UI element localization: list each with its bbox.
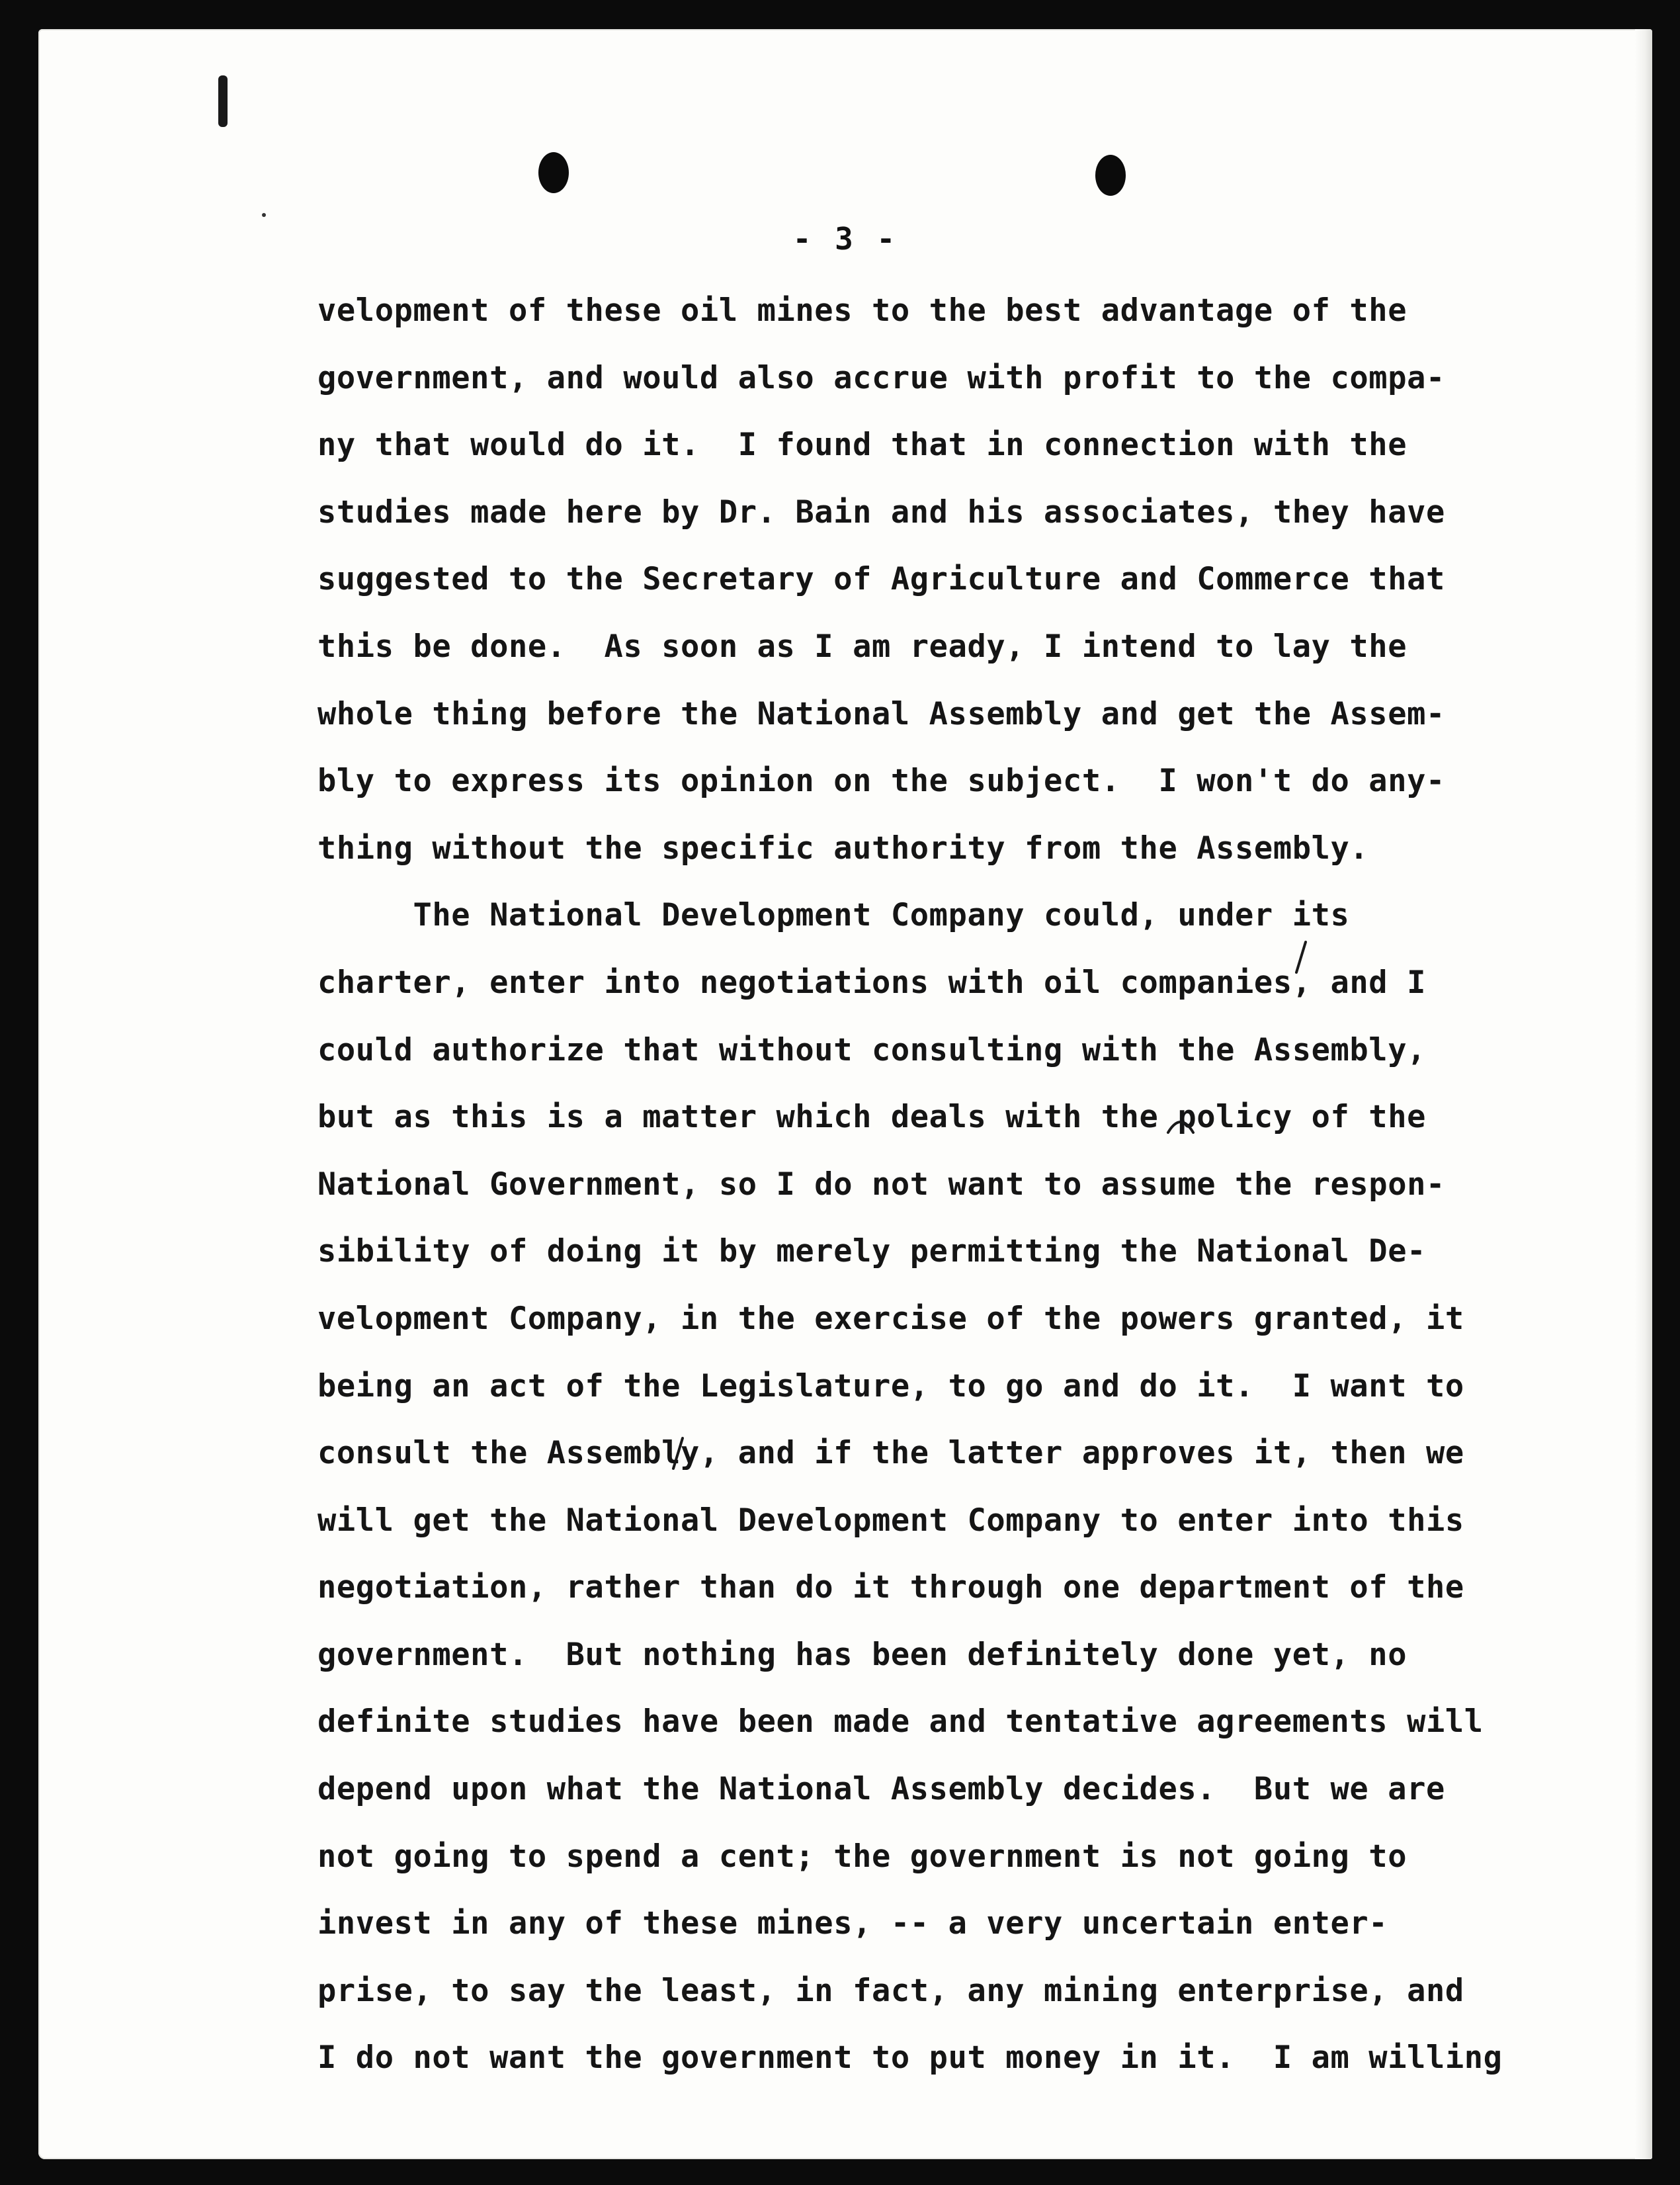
text-line: definite studies have been made and tentative agreements will xyxy=(317,1703,1484,1740)
text-line: velopment of these oil mines to the best advantage of the xyxy=(317,292,1407,329)
text-line: invest in any of these mines, -- a very uncertain enter- xyxy=(317,1905,1388,1942)
punch-hole-left xyxy=(538,152,569,193)
punch-hole-right xyxy=(1095,155,1126,196)
text-line: suggested to the Secretary of Agriculture and Commerce that xyxy=(317,561,1445,598)
page-edge-shadow xyxy=(1635,29,1652,2159)
handwritten-comma-mark xyxy=(1288,938,1315,978)
text-line: this be done. As soon as I am ready, I intend to lay the xyxy=(317,628,1407,665)
text-line: velopment Company, in the exercise of the powers granted, it xyxy=(317,1300,1464,1337)
text-line: government. But nothing has been definitely done yet, no xyxy=(317,1636,1407,1673)
page-number: - 3 - xyxy=(792,221,898,257)
body-text xyxy=(317,277,1614,2092)
text-line: not going to spend a cent; the government is not going to xyxy=(317,1838,1407,1875)
text-line: prise, to say the least, in fact, any mining enterprise, and xyxy=(317,1972,1464,2009)
document-page xyxy=(38,29,1652,2159)
text-line: charter, enter into negotiations with oil companies, and I xyxy=(317,964,1426,1001)
text-line: sibility of doing it by merely permitting the National De- xyxy=(317,1233,1426,1270)
text-line: I do not want the government to put money in it. I am willing xyxy=(317,2039,1503,2077)
text-line: depend upon what the National Assembly decides. But we are xyxy=(317,1771,1445,1808)
handwritten-comma-mark xyxy=(665,1434,692,1474)
text-line: could authorize that without consulting with the Assembly, xyxy=(317,1031,1426,1068)
dust-speck xyxy=(262,213,266,217)
text-line: ny that would do it. I found that in connection with the xyxy=(317,427,1407,464)
text-line: bly to express its opinion on the subject. I won't do any- xyxy=(317,763,1445,800)
text-line: consult the Assembly, and if the latter approves it, then we xyxy=(317,1435,1464,1472)
text-line: The National Development Company could, under its xyxy=(317,897,1350,934)
handwritten-caret-mark xyxy=(1164,1114,1197,1136)
text-line: National Government, so I do not want to assume the respon- xyxy=(317,1166,1445,1203)
text-line: but as this is a matter which deals with the policy of the xyxy=(317,1099,1426,1136)
staple-mark xyxy=(218,75,228,127)
text-line: studies made here by Dr. Bain and his associates, they have xyxy=(317,493,1445,531)
text-line: will get the National Development Company to enter into this xyxy=(317,1502,1464,1539)
text-line: thing without the specific authority from the Assembly. xyxy=(317,830,1369,867)
text-line: whole thing before the National Assembly and get the Assem- xyxy=(317,695,1445,732)
text-line: being an act of the Legislature, to go and do it. I want to xyxy=(317,1367,1464,1404)
text-line: negotiation, rather than do it through one department of the xyxy=(317,1569,1464,1606)
text-line: government, and would also accrue with profit to the compa- xyxy=(317,359,1445,396)
